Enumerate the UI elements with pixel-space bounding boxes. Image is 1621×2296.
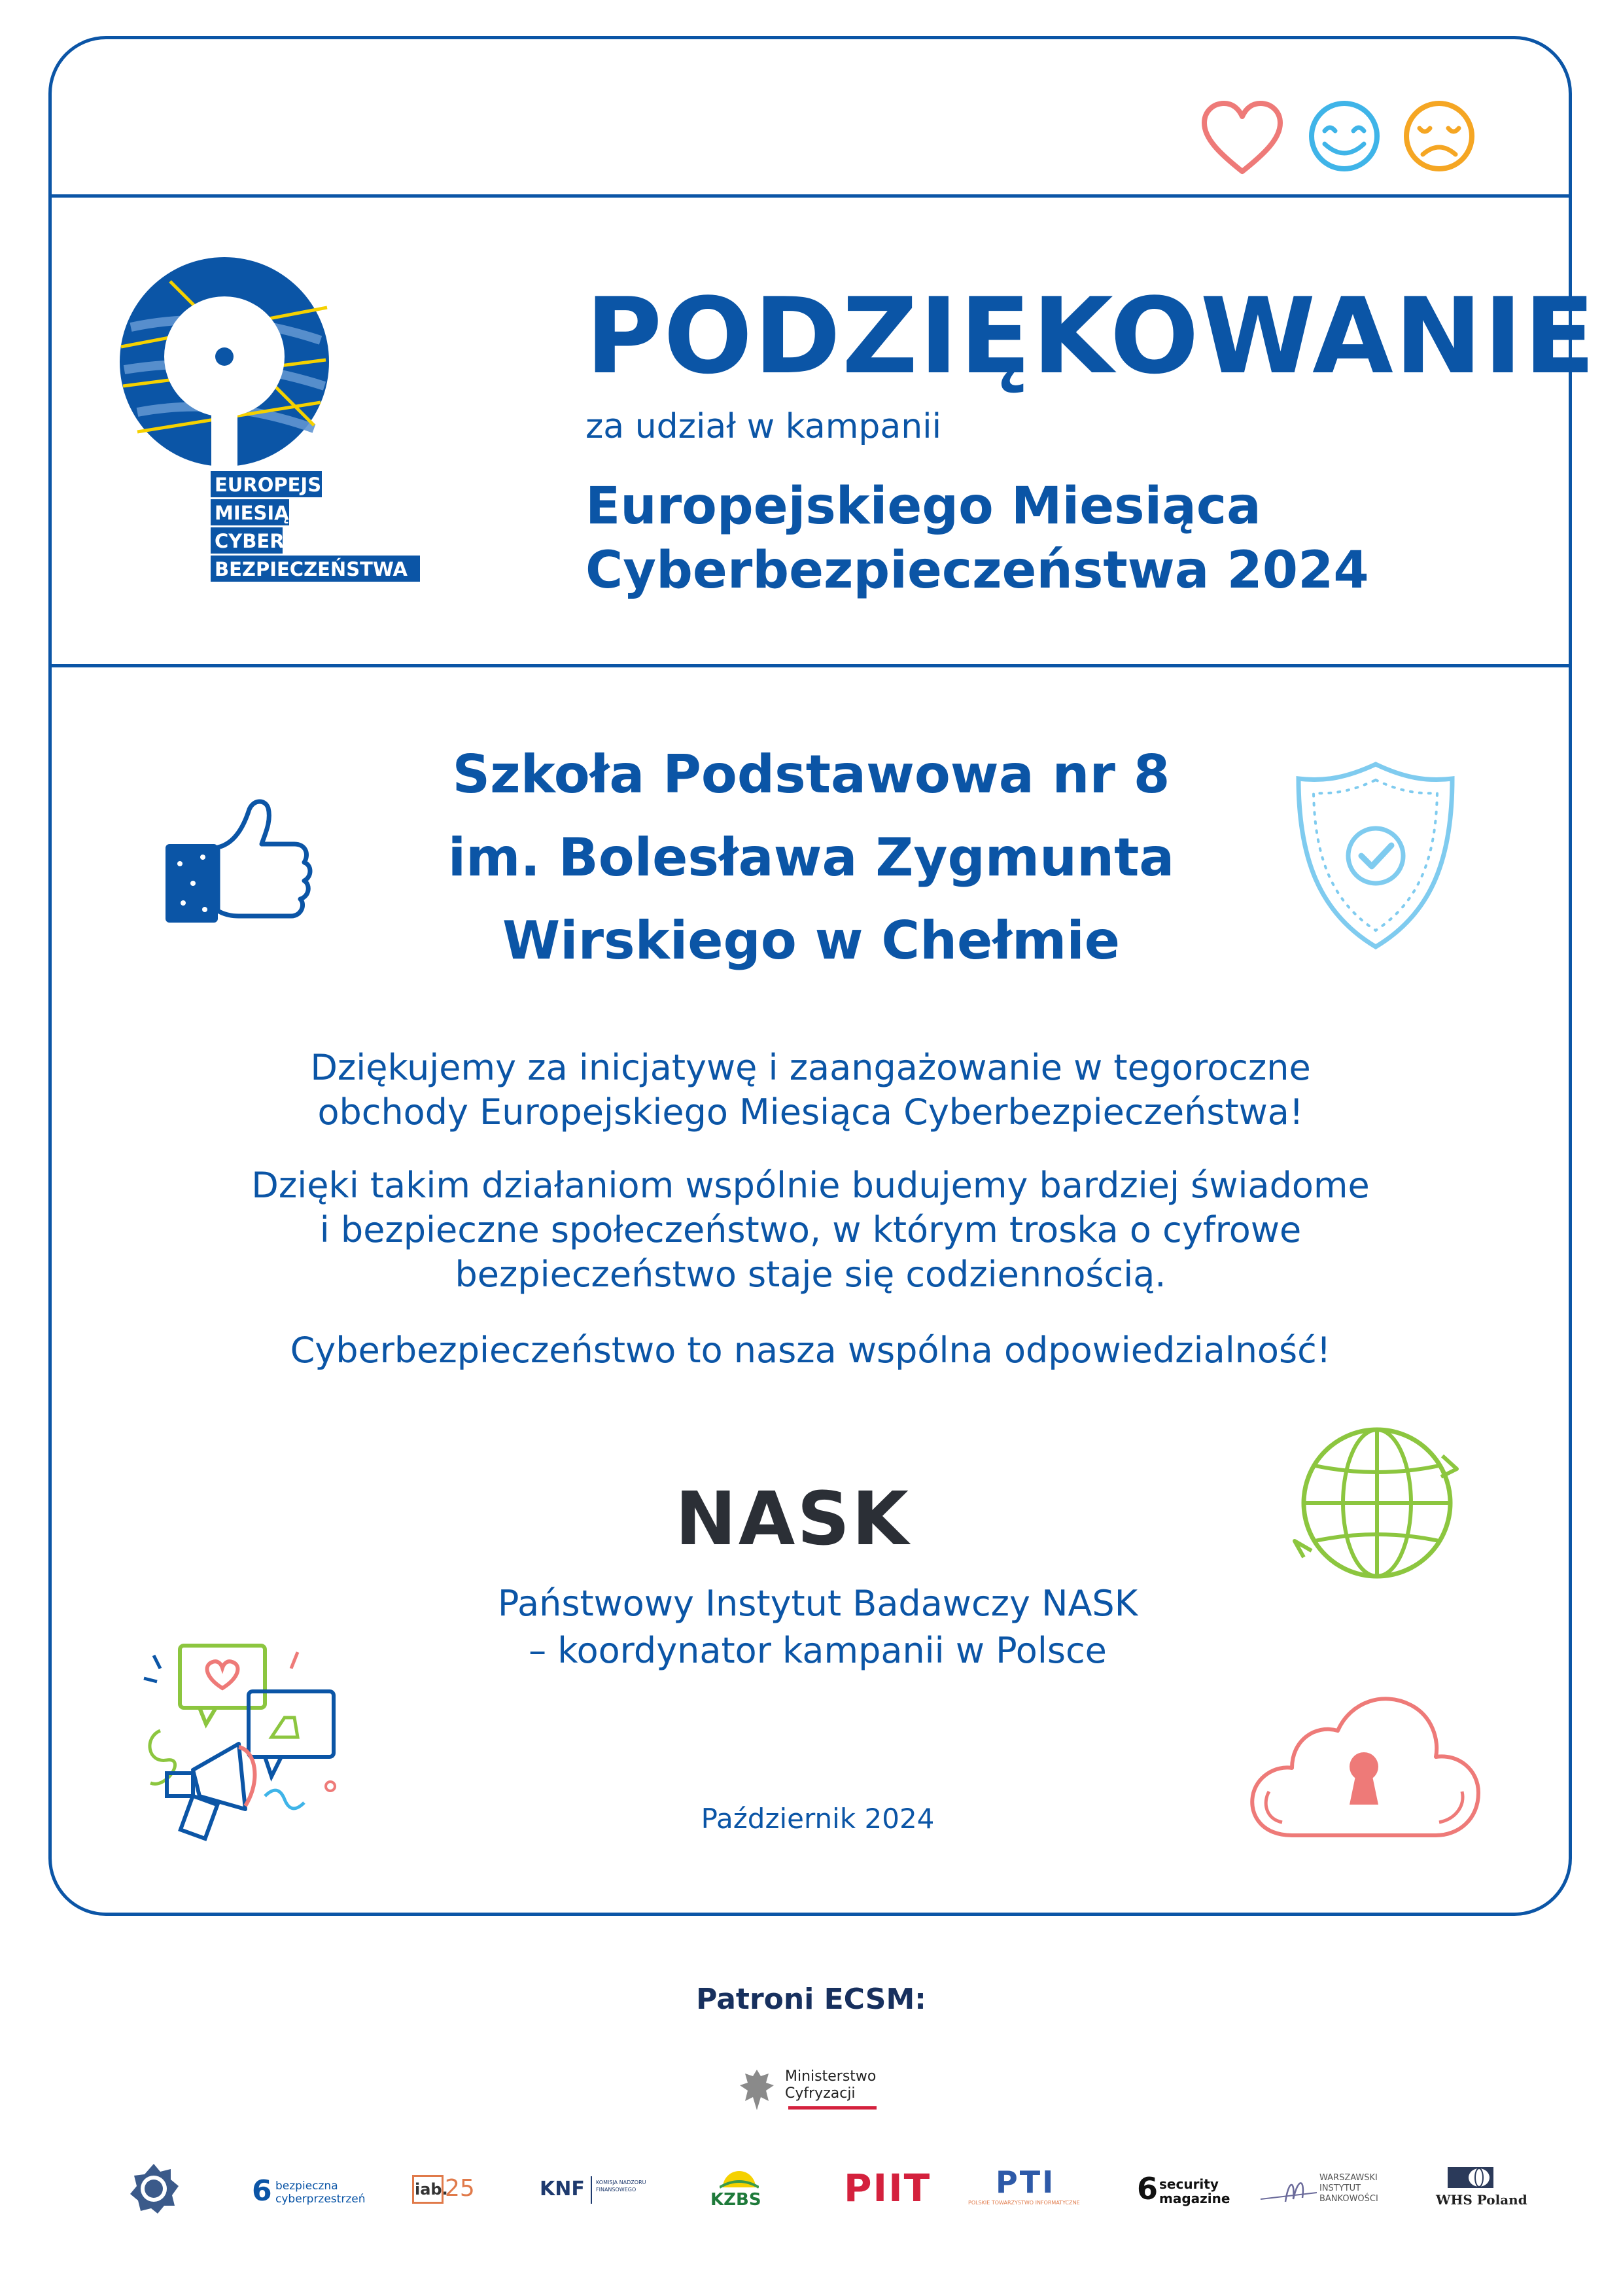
- recipient-line-1: Szkoła Podstawowa nr 8: [452, 744, 1170, 805]
- whs-globe-icon: [1448, 2166, 1493, 2189]
- shield-check-icon: [1292, 759, 1459, 952]
- kzbs-logo: [706, 2163, 772, 2215]
- security-text: security: [1159, 2176, 1219, 2192]
- iab-25-text: 25: [445, 2175, 475, 2202]
- subtitle: za udział w kampanii: [585, 407, 942, 446]
- campaign-name: [585, 474, 1369, 603]
- pti-logo: [968, 2164, 1092, 2210]
- emoticons-row: [1200, 98, 1488, 180]
- ministry-logo: [736, 2064, 893, 2117]
- recipient-line-2: im. Bolesława Zygmunta: [447, 827, 1175, 888]
- thanks-line-1: Dziękujemy za inicjatywę i zaangażowanie w tegoroczne: [310, 1047, 1311, 1088]
- security-magazine-logo: 6 security magazine: [1137, 2171, 1230, 2206]
- logo-line-2: MIESIĄC: [215, 502, 303, 524]
- pti-text: PTI: [996, 2164, 1056, 2200]
- recipient-name: [314, 733, 1308, 982]
- smile-icon: [1312, 103, 1377, 169]
- logo-line-4: BEZPIECZEŃSTWA: [215, 558, 408, 580]
- sad-icon: [1406, 103, 1472, 169]
- impact-line-1: Dzięki takim działaniom wspólnie budujemy bardziej świadome: [251, 1165, 1370, 1206]
- bezpieczna-cyberprzestrzen-logo: 6 bezpieczna cyberprzestrzeń: [252, 2174, 366, 2208]
- bezpieczna-text: bezpieczna: [275, 2180, 338, 2193]
- wib-line-2: INSTYTUT: [1319, 2183, 1361, 2193]
- iab-text: iab.: [415, 2180, 448, 2199]
- organizer-line-1: Państwowy Instytut Badawczy NASK: [497, 1583, 1138, 1624]
- whs-poland-logo: [1436, 2166, 1527, 2212]
- nask-logo: NASK: [675, 1477, 911, 1562]
- heart-icon: [1204, 103, 1280, 171]
- closing-paragraph: Cyberbezpieczeństwo to nasza wspólna odpowiedzialność!: [290, 1330, 1331, 1371]
- ecsm-logo: [118, 255, 425, 609]
- page-title: PODZIĘKOWANIE: [585, 275, 1597, 397]
- organizer-line-2: – koordynator kampanii w Polsce: [529, 1630, 1107, 1671]
- police-badge-logo: [128, 2163, 180, 2215]
- sun-icon: [720, 2163, 759, 2189]
- wib-signature-icon: [1259, 2173, 1318, 2206]
- impact-line-2: i bezpieczne społeczeństwo, w którym troska o cyfrowe: [319, 1209, 1302, 1250]
- organizer-info: [392, 1580, 1243, 1674]
- top-divider: [52, 194, 1569, 198]
- ministry-line-1: Ministerstwo: [785, 2068, 877, 2085]
- thumbs-up-icon: [160, 792, 321, 929]
- ministry-line-2: Cyfryzacji: [785, 2085, 856, 2102]
- iab-logo: [412, 2172, 491, 2205]
- issue-date: Październik 2024: [701, 1803, 935, 1835]
- logo-line-1: EUROPEJSKI: [215, 474, 343, 496]
- thanks-line-2: obchody Europejskiego Miesiąca Cyberbezpieczeństwa!: [317, 1091, 1304, 1133]
- impact-line-3: bezpieczeństwo staje się codziennością.: [455, 1254, 1166, 1295]
- wib-line-1: WARSZAWSKI: [1319, 2173, 1378, 2183]
- wib-logo: [1259, 2169, 1390, 2208]
- knf-subtitle: KOMISJA NADZORU FINANSOWEGO: [596, 2180, 646, 2193]
- magazine-text: magazine: [1159, 2191, 1230, 2206]
- knf-text: KNF: [540, 2178, 585, 2200]
- wib-line-3: BANKOWOŚCI: [1319, 2194, 1378, 2204]
- cyberprzestrzen-text: cyberprzestrzeń: [275, 2193, 366, 2206]
- globe-icon: [1285, 1417, 1465, 1590]
- cloud-lock-icon: [1246, 1688, 1485, 1842]
- knf-logo: [540, 2174, 657, 2206]
- impact-paragraph: [118, 1163, 1503, 1297]
- eagle-icon: [736, 2066, 778, 2114]
- speech-bubbles-icon: [141, 1639, 343, 1842]
- header-divider: [52, 664, 1569, 667]
- campaign-line-1: Europejskiego Miesiąca: [585, 477, 1261, 536]
- campaign-line-2: Cyberbezpieczeństwa 2024: [585, 541, 1369, 600]
- whs-text: WHS Poland: [1436, 2192, 1527, 2208]
- piit-logo: PIIT: [844, 2166, 932, 2210]
- pti-subtitle: POLSKIE TOWARZYSTWO INFORMATYCZNE: [968, 2200, 1080, 2206]
- ministry-flag-bar: [788, 2106, 877, 2110]
- recipient-line-3: Wirskiego w Chełmie: [502, 910, 1121, 971]
- logo-line-3: CYBER: [215, 530, 285, 552]
- kzbs-text: KZBS: [710, 2190, 761, 2210]
- patrons-heading: Patroni ECSM:: [696, 1983, 926, 2016]
- thanks-paragraph: [118, 1046, 1503, 1135]
